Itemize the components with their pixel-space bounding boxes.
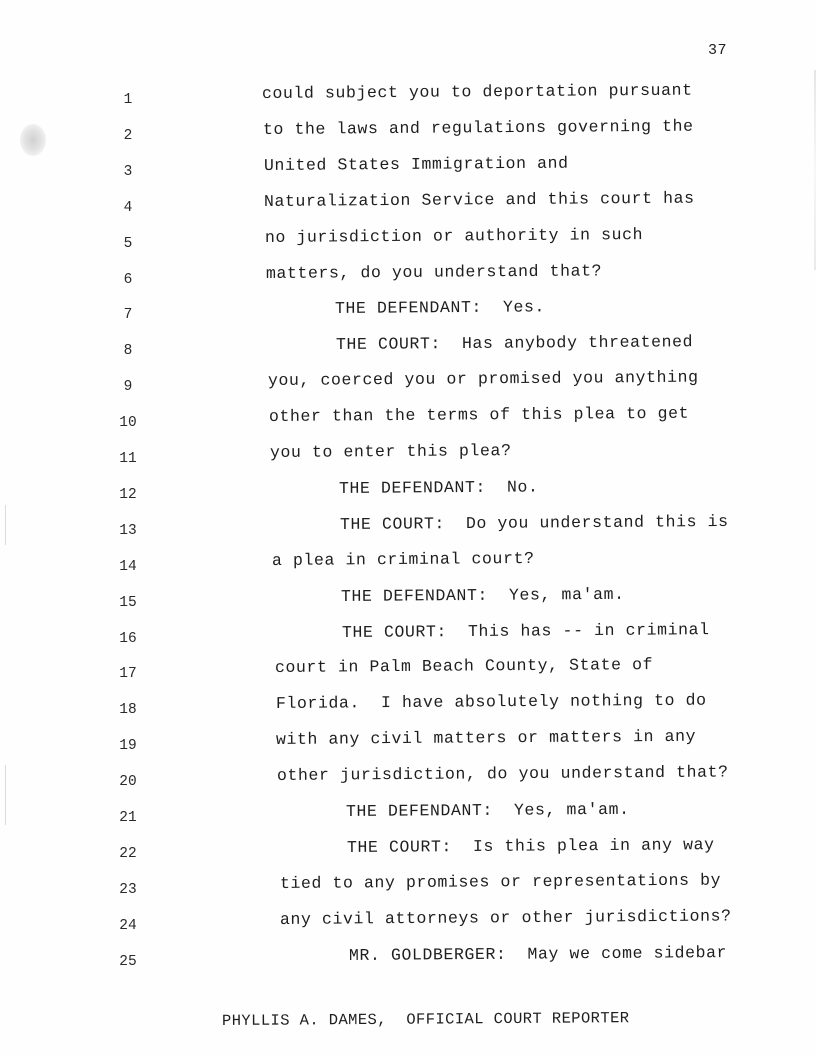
line-number: 17 [119,666,137,683]
line-number: 8 [123,343,133,360]
line-number: 16 [119,630,137,647]
transcript-line: THE DEFENDANT: Yes, ma'am. [341,584,625,606]
transcript-line: no jurisdiction or authority in such [265,224,644,247]
page-number: 37 [708,42,728,59]
transcript-line: United States Immigration and [263,153,569,175]
line-number: 11 [119,451,137,467]
transcript-line: THE DEFENDANT: Yes. [334,297,545,319]
transcript-line: other than the terms of this plea to get [269,403,690,427]
transcript-line: could subject you to deportation pursuant [261,80,693,103]
transcript-line: THE COURT: This has -- in criminal [341,619,710,642]
transcript-line: MR. GOLDBERGER: May we come sidebar [349,942,728,965]
line-number: 25 [119,953,137,970]
line-number: 12 [119,486,137,503]
transcript-line: THE DEFENDANT: No. [338,477,539,498]
line-number: 20 [119,774,137,791]
line-number: 23 [119,881,137,898]
line-number: 15 [119,594,137,611]
line-number: 21 [119,810,137,826]
transcript-line: THE COURT: Is this plea in any way [346,835,715,857]
line-number: 1 [123,92,133,108]
transcript-line: a plea in criminal court? [272,548,536,570]
line-number: 19 [119,738,137,755]
line-number: 3 [123,163,133,180]
transcript-line: other jurisdiction, do you understand that? [277,762,729,786]
hole-punch-mark [20,124,46,156]
transcript-line: you to enter this plea? [269,441,512,462]
line-number: 24 [119,917,137,934]
line-number: 13 [119,522,137,539]
line-number: 6 [123,271,133,288]
line-number: 14 [119,558,137,575]
transcript-line: you, coerced you or promised you anything [268,367,700,391]
transcript-line: THE COURT: Do you understand this is [339,511,729,534]
line-number: 4 [123,199,133,216]
line-number: 22 [119,845,137,862]
line-number: 7 [123,307,133,324]
transcript-line: THE DEFENDANT: Yes, ma'am. [345,799,630,821]
transcript-line: to the laws and regulations governing the [262,116,694,139]
transcript-line: Naturalization Service and this court has [264,188,696,211]
line-number: 2 [123,127,133,144]
transcript-line: THE COURT: Has anybody threatened [335,332,693,355]
transcript-line: tied to any promises or representations by [279,870,721,893]
transcript-line: court in Palm Beach County, State of [274,655,653,678]
transcript-line: Florida. I have absolutely nothing to do [275,690,707,714]
court-reporter-footer: PHYLLIS A. DAMES, OFFICIAL COURT REPORTER [221,1009,630,1030]
scan-speck [5,505,6,545]
line-number: 18 [119,702,137,719]
transcript-line: with any civil matters or matters in any [276,726,697,750]
transcript-line: matters, do you understand that? [265,260,603,283]
line-number: 9 [123,379,133,396]
scan-speck [5,765,6,825]
transcript-line: any civil attorneys or other jurisdictions? [280,906,733,929]
line-number: 5 [123,235,133,252]
line-number: 10 [119,415,137,432]
